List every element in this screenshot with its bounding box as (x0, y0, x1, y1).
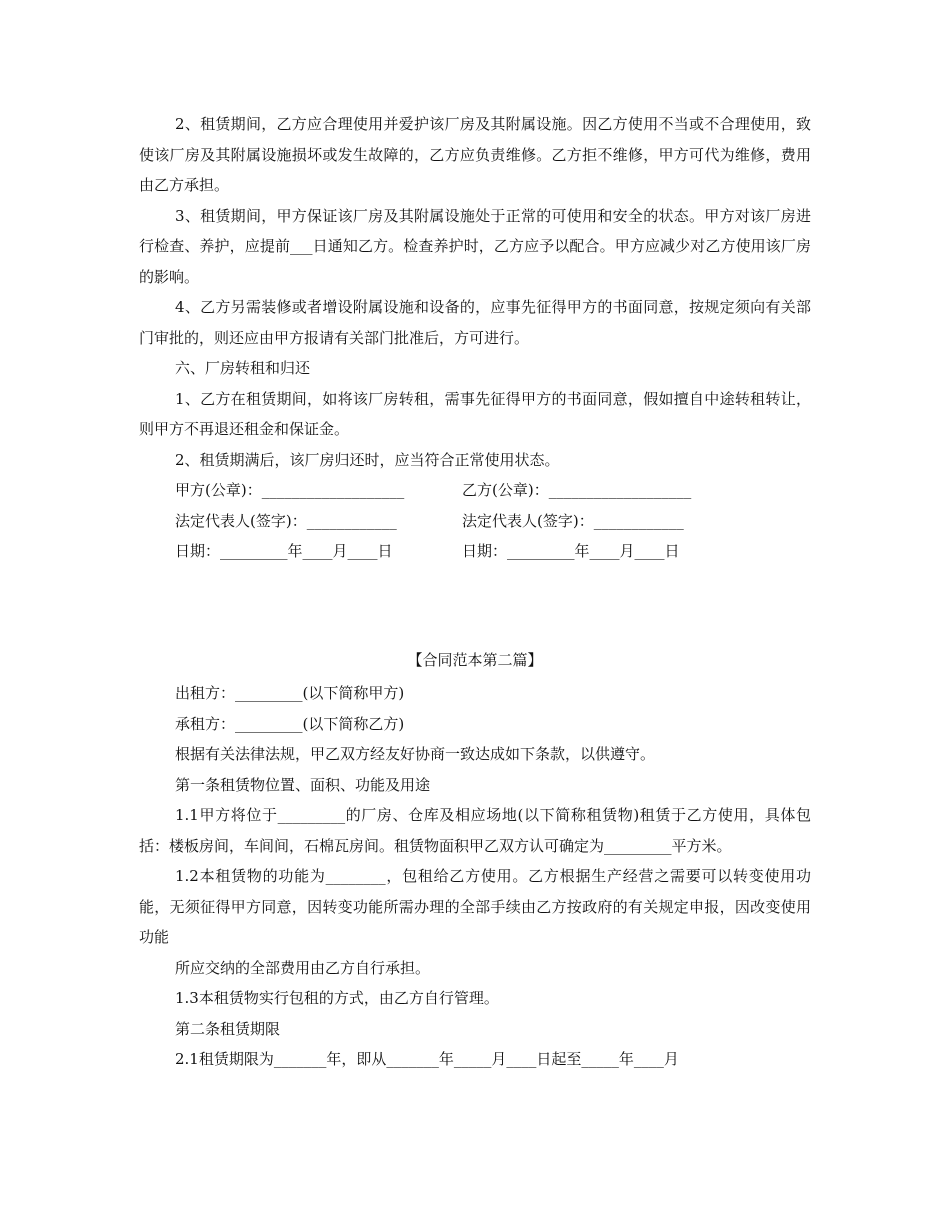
clause-2-paragraph: 2、租赁期间，乙方应合理使用并爱护该厂房及其附属设施。因乙方使用不当或不合理使用，致使该厂房及其附属设施损坏或发生故障的，乙方应负责维修。乙方拒不维修，甲方可代为维修，费用由乙方承担。 (139, 115, 811, 194)
clause-4-paragraph: 4、乙方另需装修或者增设附属设施和设备的，应事先征得甲方的书面同意，按规定须向有关部门审批的，则还应由甲方报请有关部门批准后，方可进行。 (139, 298, 811, 347)
party-a-date-field: 日期：_________年____月____日 (175, 542, 393, 560)
signature-row-date (175, 536, 815, 567)
signature-row-representative (175, 506, 815, 537)
party-a-seal-field: 甲方(公章)：___________________ (175, 481, 405, 499)
article-one-heading: 第一条租赁物位置、面积、功能及用途 (175, 775, 431, 794)
contract-two-title: 【合同范本第二篇】 (407, 651, 543, 669)
return-clause-2: 2、租赁期满后，该厂房归还时，应当符合正常使用状态。 (175, 450, 560, 469)
preamble-line: 根据有关法律法规，甲乙双方经友好协商一致达成如下条款，以供遵守。 (175, 745, 656, 763)
clause-1-3-line: 1.3本租赁物实行包租的方式，由乙方自行管理。 (175, 989, 499, 1007)
clause-1-1-paragraph: 1.1甲方将位于_________的厂房、仓库及相应场地(以下简称租赁物)租赁于乙方使用，具体包括：楼板房间，车间间，石棉瓦房间。租赁物面积甲乙双方认可确定为_________平方米。 (139, 806, 811, 855)
section-one-clauses (139, 109, 811, 475)
article-two-heading: 第二条租赁期限 (175, 1019, 281, 1038)
party-b-representative-field: 法定代表人(签字)：____________ (462, 511, 684, 530)
party-a-representative-field: 法定代表人(签字)：____________ (175, 511, 397, 530)
sublease-clause-1: 1、乙方在租赁期间，如将该厂房转租，需事先征得甲方的书面同意，假如擅自中途转租转让，则甲方不再退还租金和保证金。 (139, 389, 811, 438)
signature-row-seal (175, 475, 815, 506)
section-two-body (139, 678, 811, 1075)
party-b-date-field: 日期：_________年____月____日 (462, 542, 680, 560)
clause-1-2-continuation: 所应交纳的全部费用由乙方自行承担。 (175, 958, 431, 977)
party-b-seal-field: 乙方(公章)：___________________ (462, 481, 692, 499)
signature-block (175, 475, 815, 567)
clause-1-2-paragraph: 1.2本租赁物的功能为________，包租给乙方使用。乙方根据生产经营之需要可以转变使用功能，无须征得甲方同意，因转变功能所需办理的全部手续由乙方按政府的有关规定申报，因改变使用功能 (139, 867, 811, 946)
section-six-heading: 六、厂房转租和归还 (175, 359, 311, 377)
clause-3-paragraph: 3、租赁期间，甲方保证该厂房及其附属设施处于正常的可使用和安全的状态。甲方对该厂房进行检查、养护，应提前___日通知乙方。检查养护时，乙方应予以配合。甲方应减少对乙方使用该厂房的影响。 (139, 206, 811, 286)
lessee-line: 承租方：_________(以下简称乙方) (175, 714, 405, 733)
clause-2-1-line: 2.1租赁期限为_______年，即从_______年_____月____日起至_____年____月 (175, 1050, 679, 1068)
lessor-line: 出租方：_________(以下简称甲方) (175, 684, 405, 702)
